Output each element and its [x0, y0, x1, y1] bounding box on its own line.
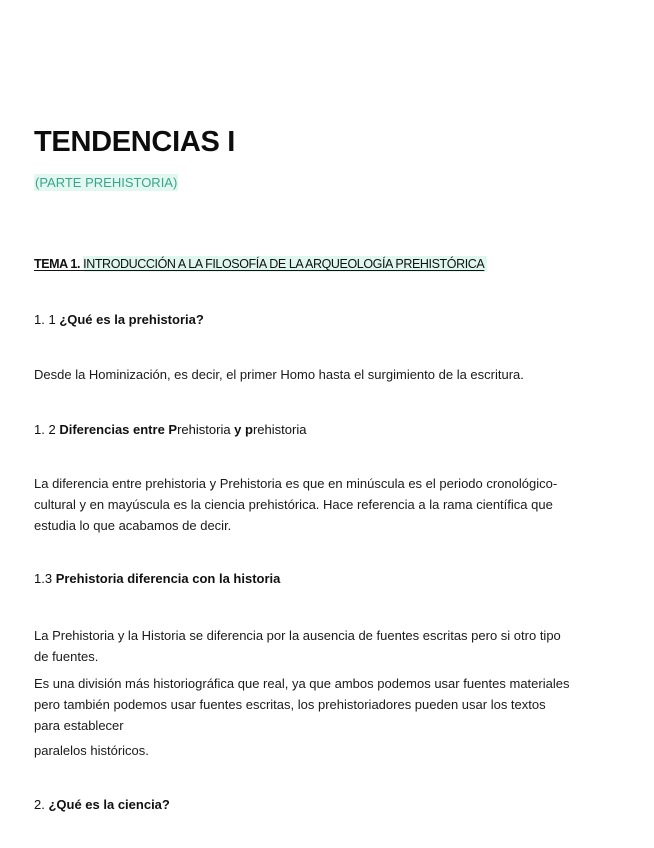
- section-paragraph-1-2: [34, 473, 614, 536]
- section-title: ¿Qué es la prehistoria?: [59, 312, 204, 327]
- section-number: 1. 1: [34, 312, 56, 327]
- section-paragraph-1-3-b: [34, 673, 614, 736]
- paragraph-line: La Prehistoria y la Historia se diferencia por la ausencia de fuentes escritas pero si otro tipo: [34, 628, 561, 643]
- section-title-part: P: [168, 422, 178, 437]
- section-title-part: rehistoria: [177, 422, 235, 437]
- section-title-part: p: [245, 422, 253, 437]
- section-number: 1.3: [34, 571, 53, 586]
- section-title-part: rehistoria: [252, 422, 307, 437]
- section-title-part: y: [234, 422, 246, 437]
- tema-number: TEMA 1.: [34, 257, 81, 271]
- section-title-part: Diferencias entre: [59, 422, 169, 437]
- paragraph-line: cultural y en mayúscula es la ciencia prehistórica. Hace referencia a la rama científica que: [34, 497, 553, 512]
- section-heading-1-2: [34, 422, 306, 437]
- paragraph-line: de fuentes.: [34, 649, 99, 664]
- paragraph-line: pero también podemos usar fuentes escritas, los prehistoriadores pueden usar los textos: [34, 697, 546, 712]
- paragraph-line: Desde la Hominización, es decir, el primer Homo hasta el surgimiento de la escritura.: [34, 367, 524, 382]
- paragraph-line: estudia lo que acabamos de decir.: [34, 518, 232, 533]
- paragraph-line: La diferencia entre prehistoria y Prehistoria es que en minúscula es el periodo cronológico-: [34, 476, 558, 491]
- section-paragraph-1-1: [34, 364, 614, 385]
- paragraph-line: paralelos históricos.: [34, 743, 149, 758]
- document-subtitle: (PARTE PREHISTORIA): [35, 175, 178, 190]
- section-paragraph-1-3: [34, 625, 614, 667]
- tema-title: INTRODUCCIÓN A LA FILOSOFÍA DE LA ARQUEOLOGÍA PREHISTÓRICA: [83, 256, 487, 272]
- section-title: ¿Qué es la ciencia?: [48, 797, 170, 812]
- section-paragraph-1-3-c: [34, 740, 614, 761]
- paragraph-line: Es una división más historiográfica que real, ya que ambos podemos usar fuentes materiales: [34, 676, 570, 691]
- section-heading-2: [34, 797, 170, 812]
- section-number: 1. 2: [34, 422, 56, 437]
- paragraph-line: para establecer: [34, 718, 124, 733]
- tema-heading: [34, 257, 487, 271]
- section-title: Prehistoria diferencia con la historia: [55, 571, 281, 586]
- document-title: TENDENCIAS I: [34, 126, 236, 158]
- section-heading-1-1: [34, 312, 204, 327]
- section-heading-1-3: [34, 571, 280, 586]
- section-number: 2.: [34, 797, 45, 812]
